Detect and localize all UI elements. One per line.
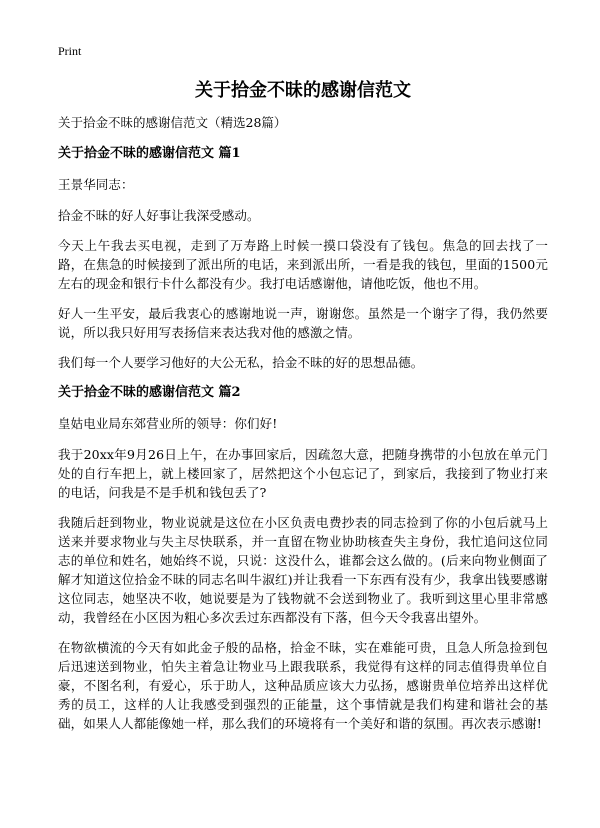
paragraph: 在物欲横流的今天有如此金子般的品格，拾金不昧，实在难能可贵，且急人所急捡到包后迅速送到物业，怕失主着急让物业马上跟我联系，我觉得有这样的同志值得贵单位自豪，不图名利，有爱心，乐于助人，这种品质应该大力弘扬，感谢贵单位培养出这样优秀的员工，这样的人让我感受到强烈的正能量，这个事情就是我们构建和谐社会的基础，如果人人都能像她一样，那么我们的环境将有一个美好和谐的氛围。再次表示感谢! <box>58 640 548 731</box>
document-title: 关于拾金不昧的感谢信范文 <box>195 80 411 101</box>
section-heading: 关于拾金不昧的感谢信范文 篇1 <box>58 146 241 161</box>
paragraph: 好人一生平安，最后我衷心的感谢地说一声，谢谢您。虽然是一个谢字了得，我仍然要说，所以我只好用写表扬信来表达我对他的感激之情。 <box>58 306 548 340</box>
paragraph: 皇姑电业局东郊营业所的领导：你们好! <box>58 416 278 431</box>
document-subtitle: 关于拾金不昧的感谢信范文（精选28篇） <box>58 115 287 130</box>
section-2 <box>58 383 548 733</box>
paragraph: 王景华同志： <box>58 177 134 192</box>
paragraph: 我于20xx年9月26日上午，在办事回家后，因疏忽大意，把随身携带的小包放在单元门处的自行车把上，就上楼回家了，居然把这个小包忘记了，到家后，我接到了物业打来的电话，问我是不是手机和钱包丢了? <box>58 447 548 500</box>
paragraph: 我随后赶到物业，物业说就是这位在小区负责电费抄表的同志捡到了你的小包后就马上送来并要求物业与失主尽快联系，并一直留在物业协助核查失主身份，我忙追问这位同志的单位和姓名，她始终不说，只说：这没什么，谁都会这么做的。(后来向物业侧面了解才知道这位拾金不昧的同志名叫牛淑红)并让我看一下东西有没有少，我拿出钱要感谢这位同志，她坚决不收，她说要是为了钱物就不会送到物业了。我听到这里心里非常感动，我曾经在小区因为粗心多次丢过东西都没有下落，但今天令我喜出望外。 <box>58 515 548 625</box>
print-label: Print <box>58 44 82 58</box>
paragraph: 我们每一个人要学习他好的大公无私，拾金不昧的好的思想品德。 <box>58 355 424 370</box>
section-heading: 关于拾金不昧的感谢信范文 篇2 <box>58 385 241 400</box>
paragraph: 今天上午我去买电视，走到了万寿路上时候一摸口袋没有了钱包。焦急的回去找了一路，在焦急的时候接到了派出所的电话，来到派出所，一看是我的钱包，里面的1500元左右的现金和银行卡什么都没有少。我打电话感谢他，请他吃饭，他也不用。 <box>58 238 548 291</box>
paragraph: 拾金不昧的好人好事让我深受感动。 <box>58 208 260 223</box>
section-1 <box>58 144 548 372</box>
